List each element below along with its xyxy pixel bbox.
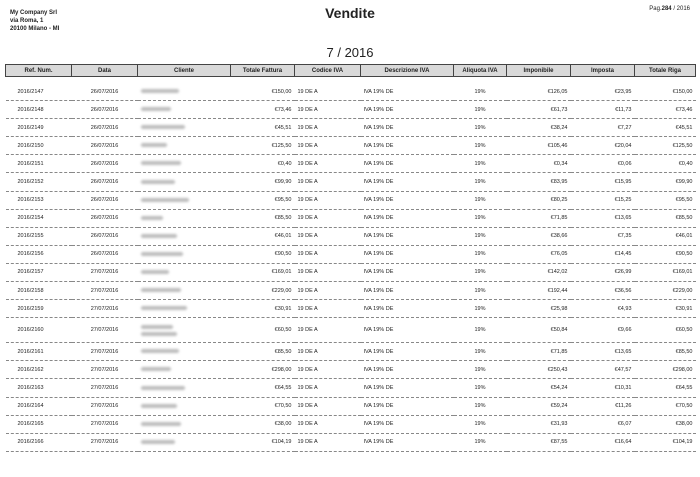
customer-cell xyxy=(138,433,231,451)
date-cell: 27/07/2016 xyxy=(72,263,138,281)
col-vat-code: Codice IVA xyxy=(295,65,361,77)
invoice-total-cell: €298,00 xyxy=(231,361,295,379)
customer-cell xyxy=(138,209,231,227)
invoice-total-cell: €64,55 xyxy=(231,379,295,397)
vat-description-cell: IVA 19% DE xyxy=(361,191,454,209)
row-total-cell: €73,46 xyxy=(635,101,696,119)
customer-cell xyxy=(138,415,231,433)
customer-cell xyxy=(138,343,231,361)
vat-rate-cell: 19% xyxy=(454,83,507,101)
period-heading: 7 / 2016 xyxy=(326,45,374,60)
invoice-total-cell: €46,01 xyxy=(231,227,295,245)
customer-cell xyxy=(138,263,231,281)
vat-rate-cell: 19% xyxy=(454,433,507,451)
tax-cell: €9,66 xyxy=(571,318,635,343)
ref-num-cell: 2016/2155 xyxy=(6,227,72,245)
ref-num-cell: 2016/2165 xyxy=(6,415,72,433)
redacted-customer-name xyxy=(141,270,169,274)
table-row xyxy=(6,227,696,245)
row-total-cell: €104,19 xyxy=(635,433,696,451)
table-row xyxy=(6,300,696,318)
invoice-total-cell: €150,00 xyxy=(231,83,295,101)
taxable-cell: €87,55 xyxy=(507,433,571,451)
ref-num-cell: 2016/2149 xyxy=(6,119,72,137)
table-row xyxy=(6,137,696,155)
date-cell: 27/07/2016 xyxy=(72,361,138,379)
redacted-customer-name xyxy=(141,288,181,292)
ref-num-cell: 2016/2154 xyxy=(6,209,72,227)
taxable-cell: €0,34 xyxy=(507,155,571,173)
invoice-total-cell: €104,19 xyxy=(231,433,295,451)
vat-description-cell: IVA 19% DE xyxy=(361,83,454,101)
vat-rate-cell: 19% xyxy=(454,209,507,227)
invoice-total-cell: €169,01 xyxy=(231,263,295,281)
col-vat-rate: Aliquota IVA xyxy=(454,65,507,77)
vat-description-cell: IVA 19% DE xyxy=(361,300,454,318)
tax-cell: €23,95 xyxy=(571,83,635,101)
redacted-customer-name xyxy=(141,125,185,129)
vat-code-cell: 19 DE A xyxy=(295,282,361,300)
ref-num-cell: 2016/2162 xyxy=(6,361,72,379)
ref-num-cell: 2016/2152 xyxy=(6,173,72,191)
table-header xyxy=(6,65,696,77)
taxable-cell: €38,66 xyxy=(507,227,571,245)
date-cell: 27/07/2016 xyxy=(72,415,138,433)
vat-code-cell: 19 DE A xyxy=(295,155,361,173)
taxable-cell: €54,24 xyxy=(507,379,571,397)
date-cell: 26/07/2016 xyxy=(72,227,138,245)
customer-cell xyxy=(138,361,231,379)
redacted-customer-name xyxy=(141,143,167,147)
taxable-cell: €80,25 xyxy=(507,191,571,209)
vat-code-cell: 19 DE A xyxy=(295,397,361,415)
row-total-cell: €85,50 xyxy=(635,209,696,227)
date-cell: 27/07/2016 xyxy=(72,300,138,318)
ref-num-cell: 2016/2156 xyxy=(6,245,72,263)
vat-code-cell: 19 DE A xyxy=(295,245,361,263)
date-cell: 26/07/2016 xyxy=(72,83,138,101)
taxable-cell: €76,05 xyxy=(507,245,571,263)
redacted-customer-name xyxy=(141,440,175,444)
vat-rate-cell: 19% xyxy=(454,343,507,361)
row-total-cell: €60,50 xyxy=(635,318,696,343)
redacted-customer-name xyxy=(141,367,171,371)
ref-num-cell: 2016/2161 xyxy=(6,343,72,361)
report-title: Vendite xyxy=(325,5,375,21)
tax-cell: €10,31 xyxy=(571,379,635,397)
table-row xyxy=(6,379,696,397)
vat-code-cell: 19 DE A xyxy=(295,433,361,451)
tax-cell: €13,65 xyxy=(571,343,635,361)
date-cell: 26/07/2016 xyxy=(72,155,138,173)
customer-cell xyxy=(138,379,231,397)
vat-description-cell: IVA 19% DE xyxy=(361,119,454,137)
vat-code-cell: 19 DE A xyxy=(295,101,361,119)
ref-num-cell: 2016/2158 xyxy=(6,282,72,300)
tax-cell: €20,04 xyxy=(571,137,635,155)
vat-rate-cell: 19% xyxy=(454,173,507,191)
vat-description-cell: IVA 19% DE xyxy=(361,173,454,191)
col-customer: Cliente xyxy=(138,65,231,77)
table-row xyxy=(6,318,696,343)
vat-description-cell: IVA 19% DE xyxy=(361,137,454,155)
tax-cell: €15,95 xyxy=(571,173,635,191)
ref-num-cell: 2016/2153 xyxy=(6,191,72,209)
ref-num-cell: 2016/2151 xyxy=(6,155,72,173)
ref-num-cell: 2016/2147 xyxy=(6,83,72,101)
row-total-cell: €70,50 xyxy=(635,397,696,415)
redacted-customer-name xyxy=(141,198,189,202)
customer-cell xyxy=(138,300,231,318)
vat-rate-cell: 19% xyxy=(454,245,507,263)
vat-rate-cell: 19% xyxy=(454,227,507,245)
vat-code-cell: 19 DE A xyxy=(295,343,361,361)
tax-cell: €14,45 xyxy=(571,245,635,263)
invoice-total-cell: €70,50 xyxy=(231,397,295,415)
date-cell: 26/07/2016 xyxy=(72,191,138,209)
ref-num-cell: 2016/2148 xyxy=(6,101,72,119)
taxable-cell: €50,84 xyxy=(507,318,571,343)
tax-cell: €16,64 xyxy=(571,433,635,451)
vat-description-cell: IVA 19% DE xyxy=(361,433,454,451)
date-cell: 26/07/2016 xyxy=(72,119,138,137)
vat-code-cell: 19 DE A xyxy=(295,361,361,379)
vat-rate-cell: 19% xyxy=(454,119,507,137)
vat-code-cell: 19 DE A xyxy=(295,263,361,281)
table-row xyxy=(6,263,696,281)
invoice-total-cell: €38,00 xyxy=(231,415,295,433)
invoice-total-cell: €85,50 xyxy=(231,209,295,227)
row-total-cell: €64,55 xyxy=(635,379,696,397)
table-row xyxy=(6,245,696,263)
date-cell: 26/07/2016 xyxy=(72,245,138,263)
vat-rate-cell: 19% xyxy=(454,300,507,318)
vat-code-cell: 19 DE A xyxy=(295,119,361,137)
invoice-total-cell: €45,51 xyxy=(231,119,295,137)
ref-num-cell: 2016/2163 xyxy=(6,379,72,397)
vat-code-cell: 19 DE A xyxy=(295,173,361,191)
taxable-cell: €25,98 xyxy=(507,300,571,318)
vat-rate-cell: 19% xyxy=(454,361,507,379)
row-total-cell: €45,51 xyxy=(635,119,696,137)
date-cell: 27/07/2016 xyxy=(72,433,138,451)
row-total-cell: €90,50 xyxy=(635,245,696,263)
row-total-cell: €298,00 xyxy=(635,361,696,379)
taxable-cell: €61,73 xyxy=(507,101,571,119)
invoice-total-cell: €125,50 xyxy=(231,137,295,155)
table-row xyxy=(6,119,696,137)
company-city: 20100 Milano - MI xyxy=(10,26,60,32)
invoice-total-cell: €30,91 xyxy=(231,300,295,318)
taxable-cell: €142,02 xyxy=(507,263,571,281)
vat-description-cell: IVA 19% DE xyxy=(361,318,454,343)
col-row-total: Totale Riga xyxy=(635,65,696,77)
customer-cell xyxy=(138,397,231,415)
page-number xyxy=(649,6,690,12)
vat-rate-cell: 19% xyxy=(454,263,507,281)
col-vat-description: Descrizione IVA xyxy=(361,65,454,77)
row-total-cell: €125,50 xyxy=(635,137,696,155)
page-current: 284 xyxy=(661,6,672,12)
redacted-customer-name xyxy=(141,89,179,93)
invoice-total-cell: €60,50 xyxy=(231,318,295,343)
taxable-cell: €83,95 xyxy=(507,173,571,191)
redacted-customer-name xyxy=(141,386,185,390)
date-cell: 27/07/2016 xyxy=(72,318,138,343)
table-row xyxy=(6,83,696,101)
taxable-cell: €192,44 xyxy=(507,282,571,300)
vat-rate-cell: 19% xyxy=(454,397,507,415)
invoice-total-cell: €73,46 xyxy=(231,101,295,119)
customer-cell xyxy=(138,173,231,191)
taxable-cell: €71,85 xyxy=(507,209,571,227)
invoice-total-cell: €0,40 xyxy=(231,155,295,173)
date-cell: 27/07/2016 xyxy=(72,397,138,415)
customer-cell xyxy=(138,227,231,245)
ref-num-cell: 2016/2164 xyxy=(6,397,72,415)
taxable-cell: €71,85 xyxy=(507,343,571,361)
date-cell: 26/07/2016 xyxy=(72,137,138,155)
invoice-total-cell: €90,50 xyxy=(231,245,295,263)
date-cell: 26/07/2016 xyxy=(72,101,138,119)
col-ref-num: Ref. Num. xyxy=(6,65,72,77)
vat-code-cell: 19 DE A xyxy=(295,318,361,343)
vat-description-cell: IVA 19% DE xyxy=(361,343,454,361)
table-row xyxy=(6,155,696,173)
ref-num-cell: 2016/2150 xyxy=(6,137,72,155)
customer-cell xyxy=(138,318,231,343)
tax-cell: €15,25 xyxy=(571,191,635,209)
page-total: / 2016 xyxy=(673,6,690,12)
vat-rate-cell: 19% xyxy=(454,415,507,433)
vat-code-cell: 19 DE A xyxy=(295,300,361,318)
vat-description-cell: IVA 19% DE xyxy=(361,227,454,245)
row-total-cell: €0,40 xyxy=(635,155,696,173)
row-total-cell: €95,50 xyxy=(635,191,696,209)
redacted-customer-name xyxy=(141,325,173,329)
redacted-customer-name xyxy=(141,422,181,426)
tax-cell: €26,99 xyxy=(571,263,635,281)
vat-description-cell: IVA 19% DE xyxy=(361,361,454,379)
table-row xyxy=(6,433,696,451)
date-cell: 27/07/2016 xyxy=(72,343,138,361)
vat-description-cell: IVA 19% DE xyxy=(361,379,454,397)
vat-description-cell: IVA 19% DE xyxy=(361,397,454,415)
row-total-cell: €85,50 xyxy=(635,343,696,361)
table-row xyxy=(6,361,696,379)
vat-description-cell: IVA 19% DE xyxy=(361,263,454,281)
tax-cell: €13,65 xyxy=(571,209,635,227)
taxable-cell: €31,93 xyxy=(507,415,571,433)
company-street: via Roma, 1 xyxy=(10,18,44,24)
taxable-cell: €126,05 xyxy=(507,83,571,101)
table-row xyxy=(6,282,696,300)
vat-description-cell: IVA 19% DE xyxy=(361,101,454,119)
ref-num-cell: 2016/2166 xyxy=(6,433,72,451)
customer-cell xyxy=(138,155,231,173)
ref-num-cell: 2016/2160 xyxy=(6,318,72,343)
redacted-customer-name xyxy=(141,234,177,238)
customer-cell xyxy=(138,119,231,137)
invoice-total-cell: €85,50 xyxy=(231,343,295,361)
col-taxable: Imponibile xyxy=(507,65,571,77)
customer-cell xyxy=(138,282,231,300)
redacted-customer-name xyxy=(141,306,187,310)
redacted-customer-name xyxy=(141,216,163,220)
vat-rate-cell: 19% xyxy=(454,137,507,155)
vat-code-cell: 19 DE A xyxy=(295,83,361,101)
customer-cell xyxy=(138,191,231,209)
customer-cell xyxy=(138,101,231,119)
customer-cell xyxy=(138,83,231,101)
sales-table xyxy=(5,64,696,452)
redacted-customer-name xyxy=(141,349,179,353)
table-row xyxy=(6,343,696,361)
taxable-cell: €250,43 xyxy=(507,361,571,379)
row-total-cell: €169,01 xyxy=(635,263,696,281)
tax-cell: €7,35 xyxy=(571,227,635,245)
date-cell: 26/07/2016 xyxy=(72,209,138,227)
vat-description-cell: IVA 19% DE xyxy=(361,155,454,173)
taxable-cell: €38,24 xyxy=(507,119,571,137)
vat-code-cell: 19 DE A xyxy=(295,415,361,433)
vat-code-cell: 19 DE A xyxy=(295,379,361,397)
row-total-cell: €229,00 xyxy=(635,282,696,300)
invoice-total-cell: €229,00 xyxy=(231,282,295,300)
vat-description-cell: IVA 19% DE xyxy=(361,282,454,300)
vat-description-cell: IVA 19% DE xyxy=(361,209,454,227)
redacted-customer-name xyxy=(141,332,177,336)
vat-rate-cell: 19% xyxy=(454,282,507,300)
vat-code-cell: 19 DE A xyxy=(295,209,361,227)
vat-rate-cell: 19% xyxy=(454,101,507,119)
redacted-customer-name xyxy=(141,107,171,111)
customer-cell xyxy=(138,245,231,263)
date-cell: 26/07/2016 xyxy=(72,173,138,191)
redacted-customer-name xyxy=(141,252,183,256)
vat-code-cell: 19 DE A xyxy=(295,137,361,155)
table-row xyxy=(6,191,696,209)
vat-description-cell: IVA 19% DE xyxy=(361,415,454,433)
vat-rate-cell: 19% xyxy=(454,318,507,343)
redacted-customer-name xyxy=(141,404,177,408)
tax-cell: €0,06 xyxy=(571,155,635,173)
tax-cell: €47,57 xyxy=(571,361,635,379)
invoice-total-cell: €95,50 xyxy=(231,191,295,209)
col-date: Data xyxy=(72,65,138,77)
vat-code-cell: 19 DE A xyxy=(295,227,361,245)
tax-cell: €36,56 xyxy=(571,282,635,300)
vat-rate-cell: 19% xyxy=(454,379,507,397)
tax-cell: €6,07 xyxy=(571,415,635,433)
col-tax: Imposta xyxy=(571,65,635,77)
vat-code-cell: 19 DE A xyxy=(295,191,361,209)
tax-cell: €11,73 xyxy=(571,101,635,119)
ref-num-cell: 2016/2159 xyxy=(6,300,72,318)
table-row xyxy=(6,415,696,433)
taxable-cell: €105,46 xyxy=(507,137,571,155)
page-label: Pag. xyxy=(649,6,662,12)
customer-cell xyxy=(138,137,231,155)
col-invoice-total: Totale Fattura xyxy=(231,65,295,77)
row-total-cell: €30,91 xyxy=(635,300,696,318)
taxable-cell: €59,24 xyxy=(507,397,571,415)
vat-description-cell: IVA 19% DE xyxy=(361,245,454,263)
row-total-cell: €150,00 xyxy=(635,83,696,101)
row-total-cell: €38,00 xyxy=(635,415,696,433)
table-row xyxy=(6,173,696,191)
company-name: My Company Srl xyxy=(10,10,58,16)
table-row xyxy=(6,397,696,415)
tax-cell: €11,26 xyxy=(571,397,635,415)
row-total-cell: €99,90 xyxy=(635,173,696,191)
vat-rate-cell: 19% xyxy=(454,191,507,209)
tax-cell: €4,93 xyxy=(571,300,635,318)
date-cell: 27/07/2016 xyxy=(72,282,138,300)
redacted-customer-name xyxy=(141,180,175,184)
invoice-total-cell: €99,90 xyxy=(231,173,295,191)
date-cell: 27/07/2016 xyxy=(72,379,138,397)
ref-num-cell: 2016/2157 xyxy=(6,263,72,281)
table-row xyxy=(6,101,696,119)
tax-cell: €7,27 xyxy=(571,119,635,137)
table-row xyxy=(6,209,696,227)
redacted-customer-name xyxy=(141,161,181,165)
vat-rate-cell: 19% xyxy=(454,155,507,173)
row-total-cell: €46,01 xyxy=(635,227,696,245)
